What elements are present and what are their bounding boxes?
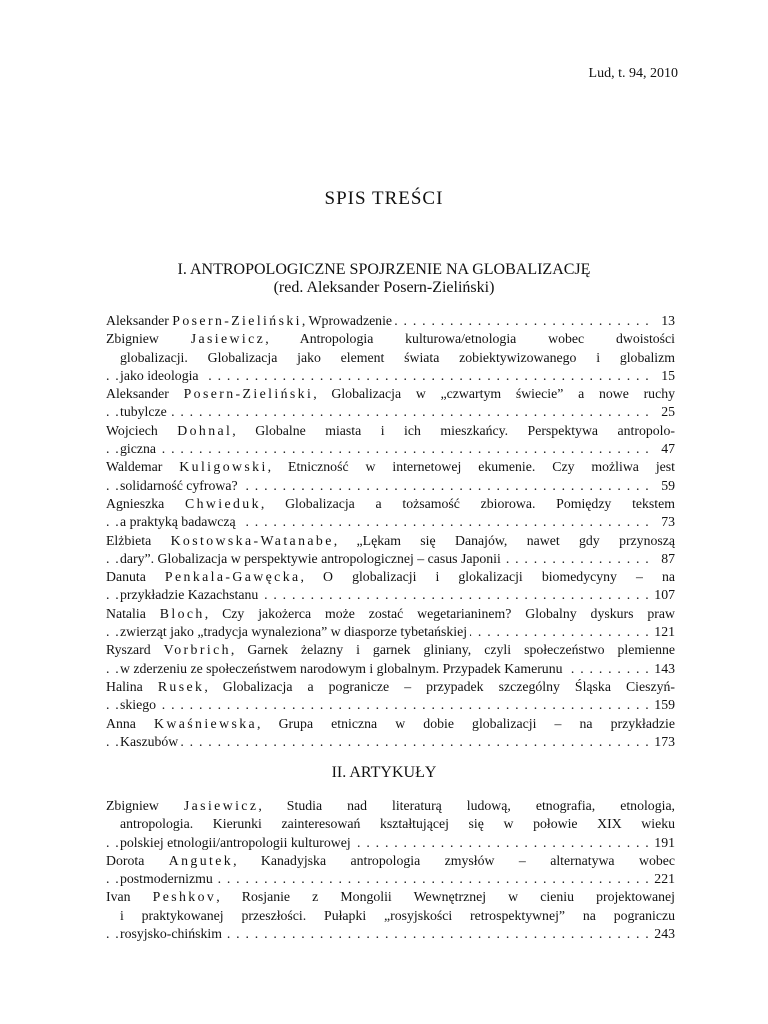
toc-entry-text: [120, 551, 504, 566]
toc-entry-text: [120, 697, 159, 712]
page-number: 59: [655, 477, 675, 495]
toc-entry-text: [106, 569, 675, 584]
author-first-name: Anna: [106, 715, 154, 731]
entry-title-text: , O globalizacji i glokalizacji biomedycyny – na: [300, 569, 675, 585]
author-surname: Jasiewicz: [190, 331, 266, 347]
toc-entry-text: [106, 889, 675, 904]
author-first-name: Aleksander: [106, 386, 184, 402]
toc-entry: [106, 797, 675, 852]
page-number: 221: [648, 870, 675, 888]
toc-entry-text: [120, 350, 675, 365]
toc-entry: [106, 568, 675, 605]
toc-entry-line: [106, 477, 675, 495]
toc-entry: [106, 495, 675, 532]
author-surname: Bloch: [159, 605, 205, 621]
entry-title-text: , Antropologia kulturowa/etnologia wobec dwoistości: [265, 331, 675, 347]
author-first-name: Ivan: [106, 889, 153, 905]
toc-entry-text: [120, 404, 170, 419]
entry-title-text: przykładzie Kazachstanu: [120, 587, 259, 603]
toc-entry-line: [106, 495, 675, 513]
author-surname: Posern-Zieliński: [183, 386, 314, 402]
author-surname: Penkala-Gawęcka: [164, 569, 301, 585]
page-number: 243: [648, 925, 675, 943]
entry-title-text: globalizacji. Globalizacja jako element świata zobiektywizowanego i globalizm: [120, 349, 675, 365]
toc-entry: [106, 852, 675, 889]
author-surname: Kwaśniewska: [154, 715, 258, 731]
toc-entry-text: [120, 908, 675, 923]
toc-entry-line: [106, 513, 675, 531]
toc-entry-line: [106, 888, 675, 906]
toc-entry-text: [106, 533, 675, 548]
author-first-name: Halina: [106, 678, 158, 694]
toc-entry: [106, 458, 675, 495]
entry-title-text: , Wprowadzenie: [301, 313, 393, 328]
author-first-name: Zbigniew: [106, 798, 184, 813]
toc-entry: [106, 385, 675, 422]
toc-entry: [106, 605, 675, 642]
entry-title-text: postmodernizmu: [120, 871, 213, 887]
toc-entry-line: [106, 532, 675, 550]
page-title: SPIS TREŚCI: [324, 188, 444, 209]
page-number: 173: [648, 733, 675, 751]
entry-title-text: w zderzeniu ze społeczeństwem narodowym i globalnym. Przypadek Kamerunu: [120, 660, 563, 676]
toc-entry: [106, 312, 675, 330]
toc-entry-line: [106, 834, 675, 852]
section-1-subheading: (red. Aleksander Posern-Zieliński): [273, 279, 495, 296]
author-first-name: Danuta: [106, 569, 165, 585]
entry-title-text: solidarność cyfrowa?: [120, 477, 238, 493]
page-number: 47: [655, 440, 675, 458]
page-number: 25: [655, 403, 675, 421]
toc-entry-line: [106, 815, 675, 833]
author-first-name: Aleksander: [106, 313, 173, 328]
toc-entry-line: [106, 367, 675, 385]
toc-entry-text: [120, 624, 470, 639]
page-number: 13: [655, 312, 675, 330]
entry-title-text: Kaszubów: [120, 733, 179, 749]
toc-entry-text: [120, 734, 181, 749]
toc-entry-line: [106, 458, 675, 476]
entry-title-text: , Kanadyjska antropologia zmysłów – alternatywa wobec: [233, 852, 675, 868]
toc-entry: [106, 678, 675, 715]
toc-entry-line: [106, 312, 675, 330]
page-number: 191: [648, 834, 675, 852]
toc-entry-line: [106, 623, 675, 641]
page-number: 15: [655, 367, 675, 385]
section-2-heading: II. ARTYKUŁY: [331, 764, 437, 781]
journal-reference: Lud, t. 94, 2010: [588, 66, 678, 81]
toc-entry-text: [106, 496, 675, 511]
entry-title-text: , Globalizacja w „czwartym świecie” a nowe ruchy: [313, 386, 675, 402]
toc-entry-line: [106, 715, 675, 733]
page-number: 121: [648, 623, 675, 641]
toc-entry-line: [106, 550, 675, 568]
author-surname: Kostowska-Watanabe: [170, 532, 334, 548]
author-surname: Rusek: [157, 678, 205, 694]
entry-title-text: tubylcze: [120, 404, 167, 420]
toc-entry: [106, 422, 675, 459]
entry-title-text: zwierząt jako „tradycja wynaleziona” w diasporze tybetańskiej: [120, 624, 468, 640]
toc-entry-text: [106, 798, 675, 813]
toc-entry-text: [106, 853, 675, 868]
toc-entry-text: [106, 679, 675, 694]
entry-title-text: skiego: [120, 697, 157, 713]
toc-entry-text: [106, 386, 675, 401]
entry-title-text: antropologia. Kierunki zainteresowań kształtującej się w połowie XIX wieku: [120, 816, 675, 832]
entry-title-text: , Globalizacja a tożsamość zbiorowa. Pomiędzy tekstem: [260, 495, 675, 511]
author-first-name: Ryszard: [106, 642, 164, 658]
author-surname: Dohnal: [177, 422, 233, 438]
page-number: 107: [648, 586, 675, 604]
author-surname: Chwieduk: [184, 495, 261, 511]
toc-entry-line: [106, 678, 675, 696]
toc-entry-text: [120, 368, 202, 383]
entry-title-text: i praktykowanej przeszłości. Pułapki „rosyjskości retrospektywnej” na pograniczu: [120, 907, 675, 923]
toc-section-2: [106, 797, 675, 943]
author-surname: Peshkov: [152, 889, 217, 905]
toc-entry-text: [120, 661, 566, 676]
toc-entry-line: [106, 568, 675, 586]
author-first-name: Agnieszka: [106, 495, 185, 511]
entry-title-text: , Etniczność w internetowej ekumenie. Czy możliwa jest: [267, 459, 675, 475]
page-number: 143: [648, 660, 675, 678]
toc-entry: [106, 532, 675, 569]
toc-entry-line: [106, 797, 675, 815]
toc-entry-line: [106, 403, 675, 421]
entry-title-text: , Garnek żelazny i garnek gliniany, czyli społeczeństwo plemienne: [230, 642, 675, 658]
entry-title-text: jako ideologia: [120, 367, 199, 383]
toc-entry-line: [106, 733, 675, 751]
entry-title-text: , Globalizacja a pogranicze – przypadek szczególny Śląska Cieszyń-: [204, 678, 675, 694]
toc-entry-text: [106, 423, 675, 438]
entry-title-text: a praktyką badawczą: [120, 514, 236, 530]
entry-title-text: rosyjsko-chińskim: [120, 926, 222, 942]
toc-entry-line: [106, 385, 675, 403]
toc-entry-text: [106, 716, 675, 731]
toc-entry-line: [106, 330, 675, 348]
toc-entry-line: [106, 641, 675, 659]
toc-entry-line: [106, 440, 675, 458]
toc-entry-text: [120, 926, 225, 941]
entry-title-text: giczna: [120, 441, 157, 457]
toc-entry-line: [106, 586, 675, 604]
toc-entry-text: [120, 816, 675, 831]
author-first-name: Natalia: [106, 605, 160, 621]
toc-entry-text: [120, 835, 354, 850]
entry-title-text: , „Lękam się Danajów, nawet gdy przynoszą: [333, 532, 675, 548]
entry-title-text: dary”. Globalizacja w perspektywie antropologicznej – casus Japonii: [120, 550, 501, 566]
page-number: 159: [648, 696, 675, 714]
author-first-name: Wojciech: [106, 422, 178, 438]
toc-entry-line: [106, 349, 675, 367]
toc-entry-line: [106, 422, 675, 440]
toc-entry: [106, 715, 675, 752]
toc-entry-line: [106, 696, 675, 714]
toc-entry: [106, 330, 675, 385]
toc-entry-text: [106, 331, 675, 346]
toc-entry-text: [120, 514, 239, 529]
section-1-heading: I. ANTROPOLOGICZNE SPOJRZENIE NA GLOBALIZACJĘ: [177, 261, 591, 278]
toc-entry-line: [106, 605, 675, 623]
page-number: 73: [655, 513, 675, 531]
entry-title-text: , Grupa etniczna w dobie globalizacji – na przykładzie: [257, 715, 675, 731]
toc-entry-text: [120, 441, 159, 456]
toc-entry-text: [120, 478, 241, 493]
toc-entry: [106, 888, 675, 943]
entry-title-text: polskiej etnologii/antropologii kulturowej: [120, 834, 351, 850]
entry-title-text: , Rosjanie z Mongolii Wewnętrznej w cieniu projektowanej: [216, 889, 675, 905]
entry-title-text: , Czy jakożerca może zostać wegetarianinem? Globalny dyskurs praw: [204, 605, 675, 621]
toc-entry-line: [106, 907, 675, 925]
toc-entry: [106, 641, 675, 678]
toc-entry-line: [106, 870, 675, 888]
toc-entry-line: [106, 660, 675, 678]
author-surname: Kuligowski: [179, 459, 268, 475]
toc-entry-text: [106, 313, 395, 328]
author-first-name: Waldemar: [106, 459, 180, 475]
toc-entry-line: [106, 925, 675, 943]
toc-section-1: [106, 312, 675, 751]
toc-entry-text: [120, 587, 261, 602]
author-surname: Posern-Zieliński: [172, 313, 302, 328]
page-number: 87: [655, 550, 675, 568]
entry-title-text: , Globalne miasta i ich mieszkańcy. Perspektywa antropolo-: [232, 422, 675, 438]
entry-title-text: , Studia nad literaturą ludową, etnografia, etnologia,: [258, 798, 675, 813]
toc-entry-line: [106, 852, 675, 870]
toc-entry-text: [106, 459, 675, 474]
author-first-name: Elżbieta: [106, 532, 171, 548]
toc-entry-text: [106, 606, 675, 621]
author-surname: Angutek: [168, 852, 234, 868]
author-surname: Jasiewicz: [183, 798, 259, 813]
toc-entry-text: [106, 642, 675, 657]
author-surname: Vorbrich: [163, 642, 231, 658]
author-first-name: Zbigniew: [106, 331, 191, 347]
author-first-name: Dorota: [106, 852, 169, 868]
toc-entry-text: [120, 871, 216, 886]
